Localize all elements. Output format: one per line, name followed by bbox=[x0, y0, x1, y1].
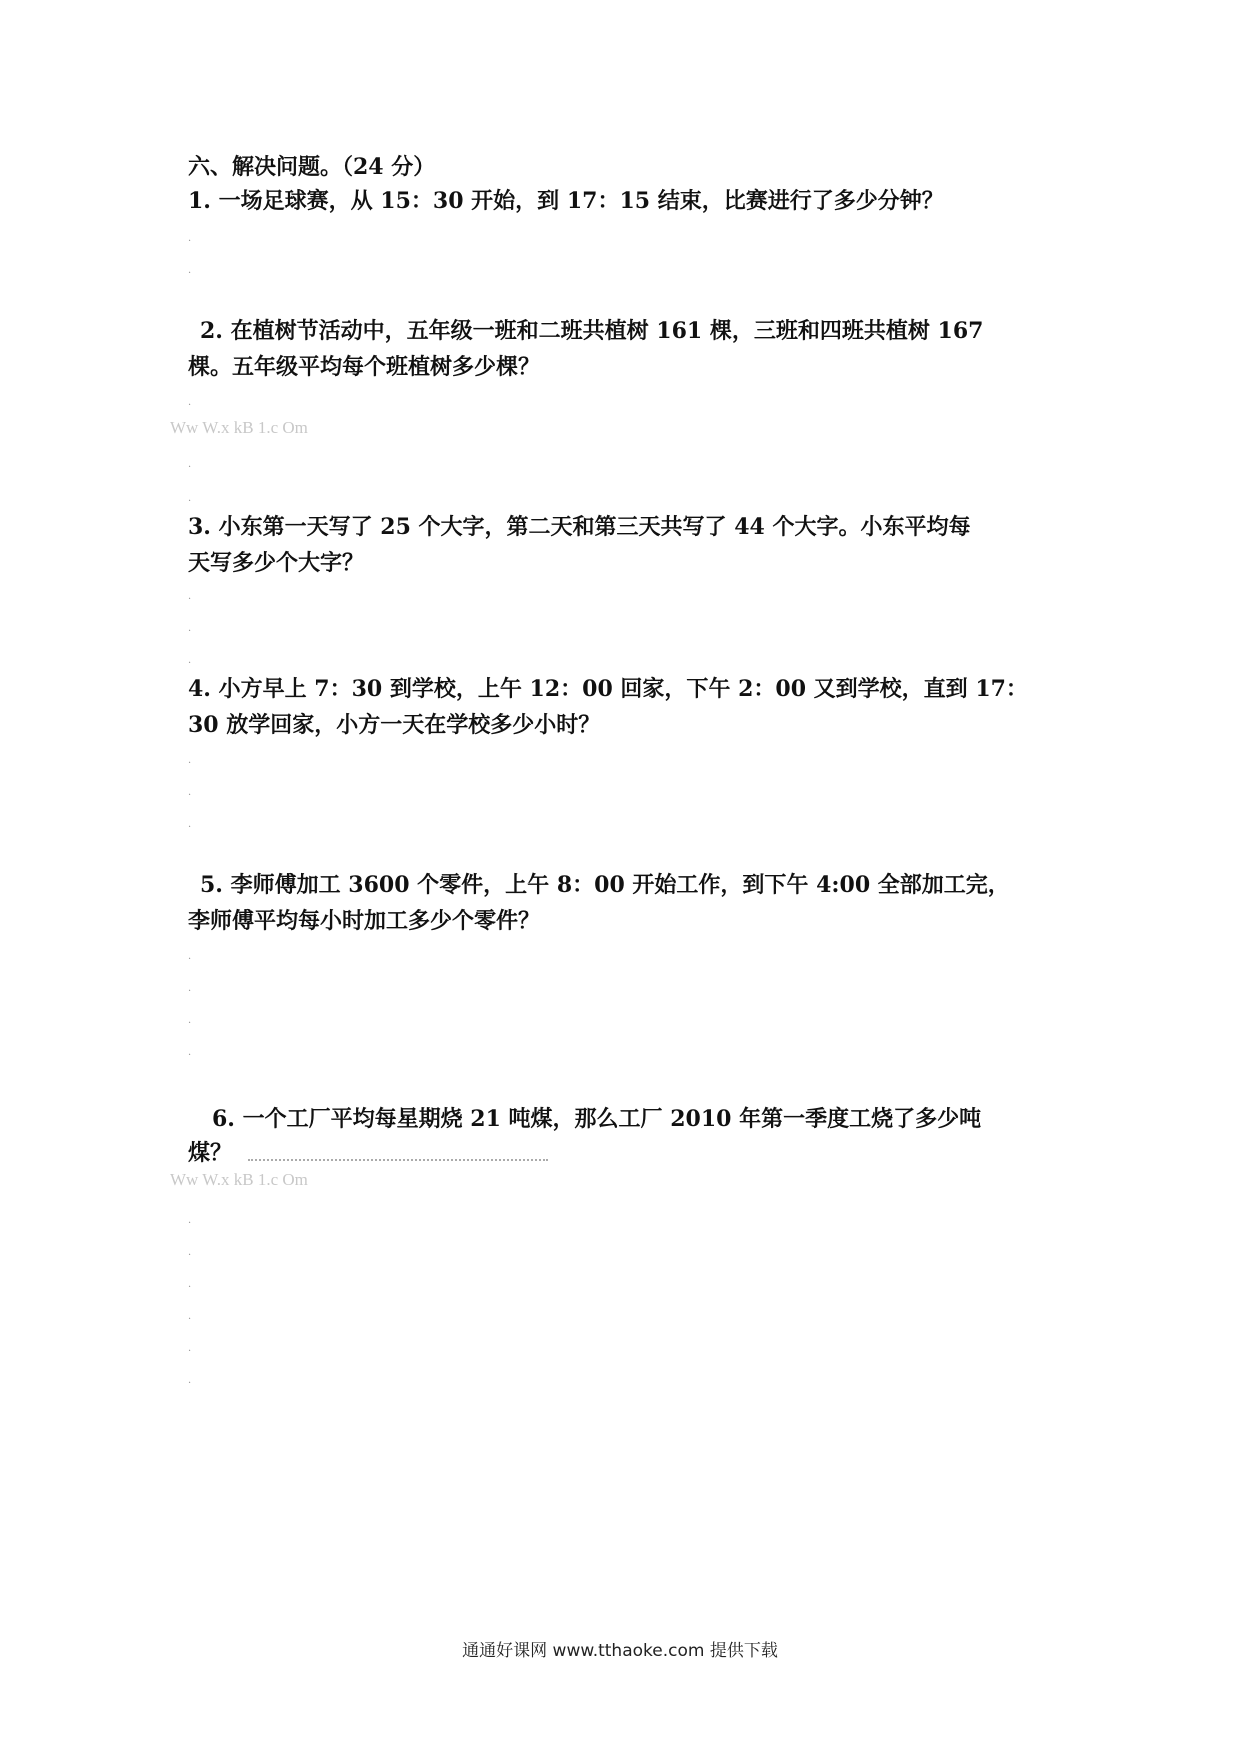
answer-space-dot: · bbox=[188, 1218, 192, 1229]
answer-space-dot: · bbox=[188, 1378, 192, 1389]
answer-space-dot: · bbox=[188, 1250, 192, 1261]
question-6-line-1: 6. 一个工厂平均每星期烧 21 吨煤，那么工厂 2010 年第一季度工烧了多少吨 bbox=[212, 1106, 982, 1132]
answer-space-dot: · bbox=[188, 496, 192, 507]
answer-space-dot: · bbox=[188, 658, 192, 669]
answer-space-dot: · bbox=[188, 400, 192, 411]
question-3-line-1: 3. 小东第一天写了 25 个大字，第二天和第三天共写了 44 个大字。小东平均每 bbox=[188, 514, 971, 540]
question-1-line-1: 1. 一场足球赛，从 15：30 开始，到 17：15 结束，比赛进行了多少分钟？ bbox=[188, 188, 944, 214]
dotted-answer-line bbox=[248, 1157, 548, 1161]
answer-space-dot: · bbox=[188, 268, 192, 279]
section-title: 六、解决问题。（24 分） bbox=[188, 154, 436, 180]
answer-space-dot: · bbox=[188, 594, 192, 605]
answer-space-dot: · bbox=[188, 462, 192, 473]
question-2-line-2: 棵。五年级平均每个班植树多少棵？ bbox=[188, 354, 541, 380]
question-2-line-1: 2. 在植树节活动中，五年级一班和二班共植树 161 棵，三班和四班共植树 167 bbox=[200, 318, 984, 344]
answer-space-dot: · bbox=[188, 1018, 192, 1029]
question-4-line-1: 4. 小方早上 7：30 到学校，上午 12：00 回家，下午 2：00 又到学校，直到 17： bbox=[188, 676, 1028, 702]
question-5-line-2: 李师傅平均每小时加工多少个零件？ bbox=[188, 908, 541, 934]
watermark-text: Ww W.x kB 1.c Om bbox=[170, 418, 308, 437]
answer-space-dot: · bbox=[188, 1346, 192, 1357]
question-4-line-2: 30 放学回家，小方一天在学校多少小时？ bbox=[188, 712, 601, 738]
question-6-line-2: 煤？ bbox=[188, 1140, 233, 1166]
answer-space-dot: · bbox=[188, 790, 192, 801]
answer-space-dot: · bbox=[188, 758, 192, 769]
page-footer: 通通好课网 www.tthaoke.com 提供下载 bbox=[462, 1641, 778, 1661]
answer-space-dot: · bbox=[188, 1050, 192, 1061]
answer-space-dot: · bbox=[188, 986, 192, 997]
answer-space-dot: · bbox=[188, 1282, 192, 1293]
question-5-line-1: 5. 李师傅加工 3600 个零件，上午 8：00 开始工作，到下午 4:00 全部加工完， bbox=[200, 872, 1010, 898]
answer-space-dot: · bbox=[188, 954, 192, 965]
question-3-line-2: 天写多少个大字？ bbox=[188, 550, 365, 576]
answer-space-dot: · bbox=[188, 236, 192, 247]
answer-space-dot: · bbox=[188, 822, 192, 833]
watermark-text: Ww W.x kB 1.c Om bbox=[170, 1170, 308, 1189]
answer-space-dot: · bbox=[188, 626, 192, 637]
answer-space-dot: · bbox=[188, 1314, 192, 1325]
